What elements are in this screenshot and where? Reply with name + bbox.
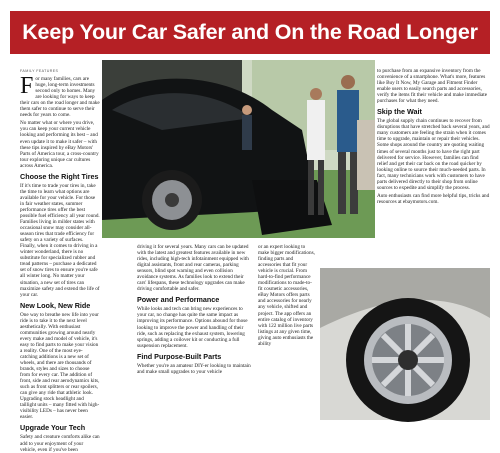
- heading-choose-tires: Choose the Right Tires: [20, 171, 99, 181]
- paragraph: If it's time to trade your tires in, take the time to learn what options are available for your vehicle. For those in fair weather states, summer performance tires offer the best possible fuel efficiency all year round. Families living in milder states with occasional snow may consider all-season tires that trade efficiency for safety on a variety of surfaces. Finally, when it comes to driving in a winter wonderland, there is no substitute for specialized rubber and tread patterns – purchase a dedicated set of snow tires to ensure you're safe all winter long. No matter your situation, a new set of tires can maximize safety and extend the life of your car.: [20, 182, 100, 298]
- main-photo-car-show: [102, 60, 375, 238]
- article-column-1: [20, 68, 100, 453]
- paragraph: One way to breathe new life into your ride is to take it to the next level aesthetically. With enthusiast communities growing around nearly every make and model of vehicle, it's easy to find parts to make your vision a reality. One of the most eye-catching additions is a new set of wheels, and there are thousands of brands, styles and sizes to choose from for every car. The addition of front, side and rear aerodynamics kits, such as front splitters or rear spoilers, can give any ride that athletic look. Upgrading stock headlight and taillight units – many fitted with high-visibility LEDs – has never been easier.: [20, 311, 100, 421]
- paragraph: driving it for several years. Many cars can be updated with the latest and greatest features available in new rides, including high-tech infotainment equipped with digital assistants, front and rear cameras, parking sensors, blind spot warning and even collision avoidance systems. As families look to extend their cars' lifespans, these technology upgrades can make driving comfortable and safer.: [137, 244, 249, 293]
- heading-new-look: New Look, New Ride: [20, 300, 91, 310]
- wheel-tire-photo: [320, 268, 490, 420]
- paragraph: The global supply chain continues to recover from disruptions that have stretched back several years, and many customers are feeling the strain when it comes time to upgrade, maintain or repair their vehicles. Some shops around the country are quoting waiting times of several months just to have the right part delivered for service. However, families can find relief and get their car back on the road quicker by looking online to source their much-needed parts. In fact, many technicians work with customers to have parts delivered directly to their shop from online sources to expedite and simplify the process.: [377, 118, 490, 191]
- heading-purpose-built-parts: Find Purpose-Built Parts: [137, 351, 222, 361]
- drop-cap: F: [20, 73, 34, 100]
- heading-skip-wait: Skip the Wait: [377, 107, 422, 117]
- kicker-label: FAMILY FEATURES: [20, 69, 59, 73]
- paragraph: No matter what or where you drive, you can keep your current vehicle looking and performing its best – and even update it to make it safer – with these tips inspired by eBay Motors' Parts of America tour, a cross-country tour exploring unique car cultures across America.: [20, 120, 99, 169]
- page-banner-title: Keep Your Car Safer and On the Road Longer: [10, 11, 490, 54]
- article-column-4: [377, 68, 490, 268]
- article-column-2: [137, 244, 252, 420]
- intro-paragraph: [20, 73, 100, 119]
- intro-text: or many families, cars are huge, long-term investments second only to homes. Many are looking for ways to keep their cars on the road longer and make them safer to continue to serve their needs for years to come.: [20, 76, 100, 119]
- article-column-3: [258, 244, 316, 420]
- paragraph: Auto enthusiasts can find more helpful tips, tricks and resources at ebaymotors.com.: [377, 192, 490, 205]
- paragraph: While looks and tech can bring new experiences to your car, no change has quite the same impact as improving its performance. Options abound for those looking to improve the power and handling of their ride, such as replacing the exhaust system, lowering springs, adding a coilover kit or conducting a full suspension replacement.: [137, 306, 248, 349]
- paragraph: Safety and creature comforts alike can add to your enjoyment of your vehicle, even if you've been: [20, 434, 100, 453]
- heading-power-performance: Power and Performance: [137, 295, 220, 305]
- paragraph: to purchase from an expansive inventory from the convenience of a smartphone. What's more, features like Buy It Now, My Garage and Fitment Finder enable users to easily search parts and accessories, verify the items fit their vehicle and make immediate purchases for what they need.: [377, 68, 488, 105]
- paragraph: or an expert looking to make bigger modifications, finding parts and accessories that fit your vehicle is crucial. From hard-to-find performance modifications to made-to-fit cosmetic accessories, eBay Motors offers parts and accessories for nearly any vehicle, shifted and project. The app offers an entire catalog of inventory with 122 million live parts listings at any given time, giving auto enthusiasts the ability: [258, 244, 315, 347]
- paragraph: Whether you're an amateur DIY-er looking to maintain and make small upgrades to your vehicle: [137, 362, 251, 375]
- heading-upgrade-tech: Upgrade Your Tech: [20, 423, 86, 433]
